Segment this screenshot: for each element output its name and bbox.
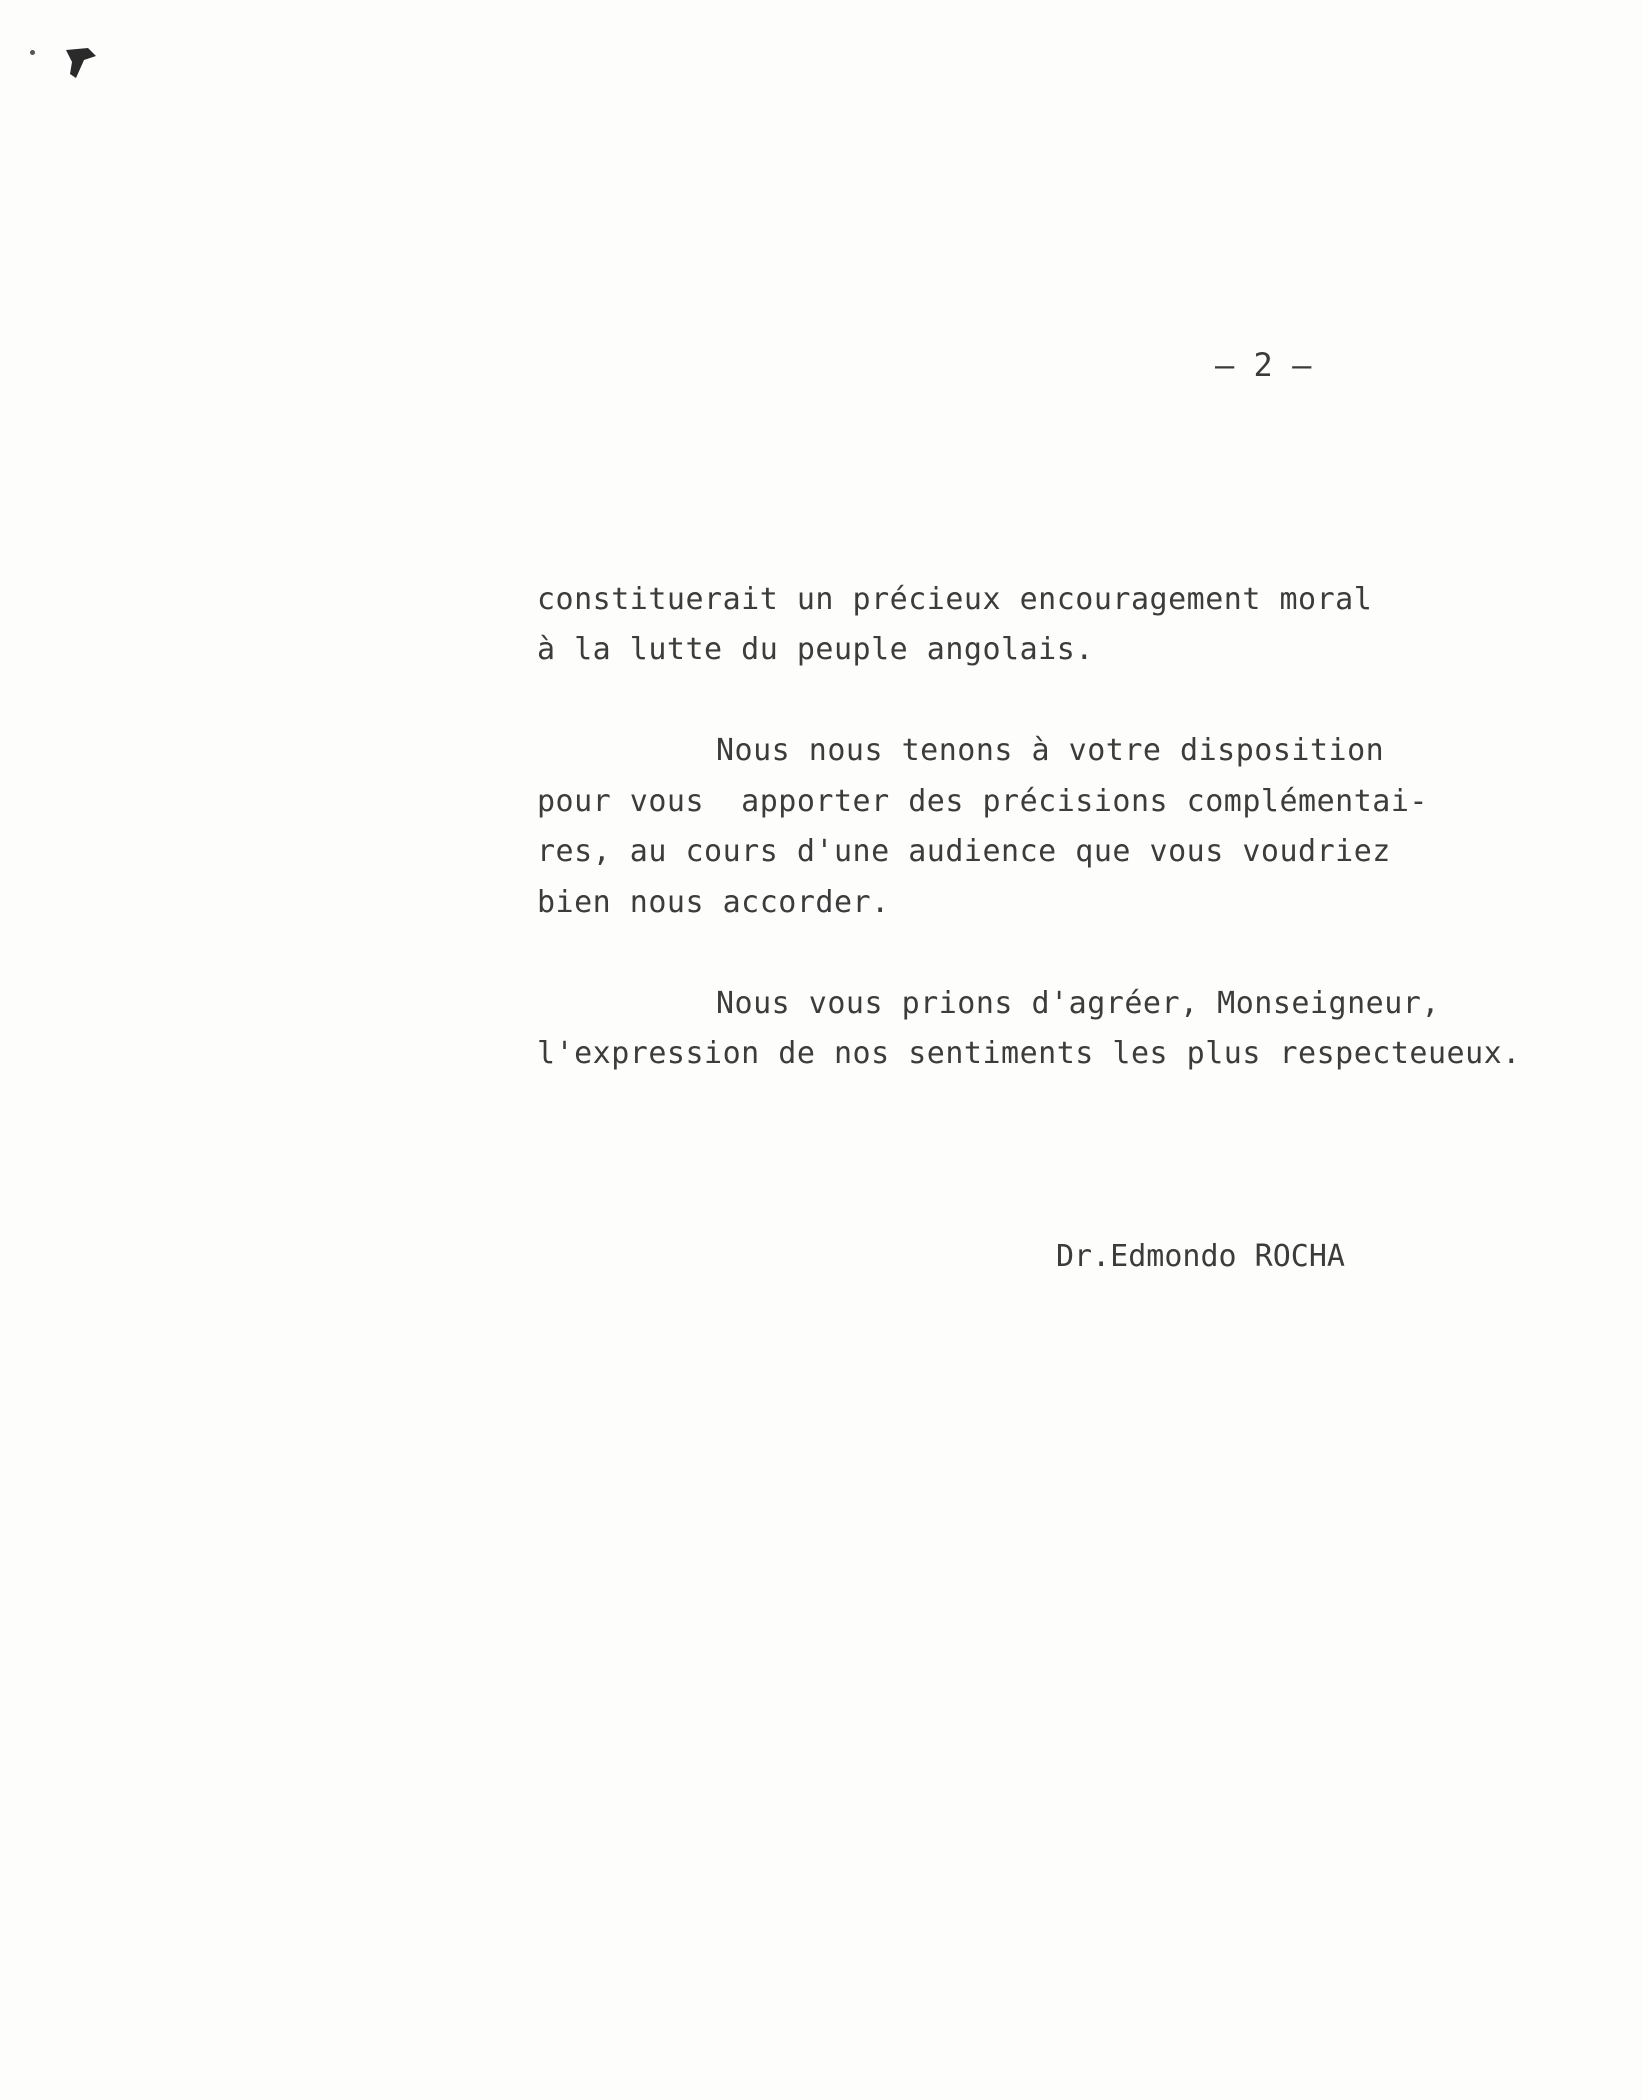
paragraph-3-line-1: Nous vous prions d'agréer, Monseigneur, [716,986,1440,1021]
paragraph-1-line-1: constituerait un précieux encouragement moral [537,582,1373,617]
ink-blot-mark [62,44,102,84]
paragraph-3-line-2: l'expression de nos sentiments les plus respecteueux. [537,1036,1521,1071]
paragraph-2-line-2: pour vous apporter des précisions complémentai- [537,784,1428,819]
signature: Dr.Edmondo ROCHA [1056,1239,1345,1274]
paragraph-2-line-4: bien nous accorder. [537,885,890,920]
paragraph-1-line-2: à la lutte du peuple angolais. [537,632,1094,667]
paragraph-2-line-3: res, au cours d'une audience que vous voudriez [537,834,1391,869]
paragraph-2-line-1: Nous nous tenons à votre disposition [716,733,1385,768]
page-number: — 2 — [1215,346,1312,384]
ink-speck [30,50,35,55]
